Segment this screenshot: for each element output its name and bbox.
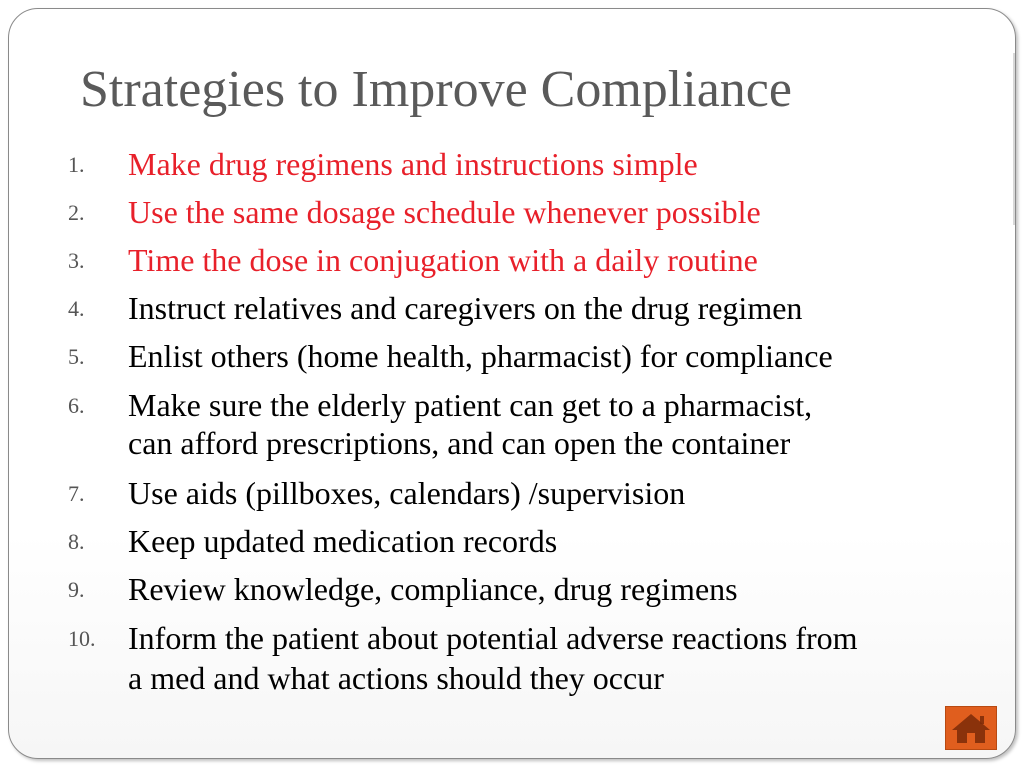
item-number: 4.	[68, 296, 85, 321]
item-number: 10.	[68, 626, 96, 651]
item-text-line-1: Inform the patient about potential adverse reactions from	[128, 620, 858, 656]
item-number: 5.	[68, 344, 85, 369]
item-number: 7.	[68, 481, 85, 506]
item-text: Review knowledge, compliance, drug regimens	[128, 571, 738, 607]
item-text-line-2: a med and what actions should they occur	[128, 660, 664, 696]
item-text-line-2: can afford prescriptions, and can open the container	[128, 425, 791, 461]
item-text: Instruct relatives and caregivers on the drug regimen	[128, 290, 803, 326]
item-number: 2.	[68, 200, 85, 225]
home-icon	[946, 707, 996, 749]
item-number: 9.	[68, 577, 85, 602]
item-text: Enlist others (home health, pharmacist) for compliance	[128, 338, 833, 374]
item-number: 3.	[68, 248, 85, 273]
slide-title: Strategies to Improve Compliance	[80, 61, 792, 118]
item-number: 1.	[68, 152, 85, 177]
item-text: Use aids (pillboxes, calendars) /supervision	[128, 475, 686, 511]
item-text: Keep updated medication records	[128, 523, 558, 559]
item-text: Time the dose in conjugation with a daily routine	[128, 242, 758, 278]
home-button[interactable]	[945, 706, 997, 750]
item-text-line-1: Make sure the elderly patient can get to a pharmacist,	[128, 387, 813, 423]
item-text: Use the same dosage schedule whenever possible	[128, 194, 761, 230]
item-number: 8.	[68, 529, 85, 554]
slide-edge-mark	[1013, 53, 1015, 225]
item-text: Make drug regimens and instructions simple	[128, 146, 698, 182]
item-number: 6.	[68, 393, 85, 418]
